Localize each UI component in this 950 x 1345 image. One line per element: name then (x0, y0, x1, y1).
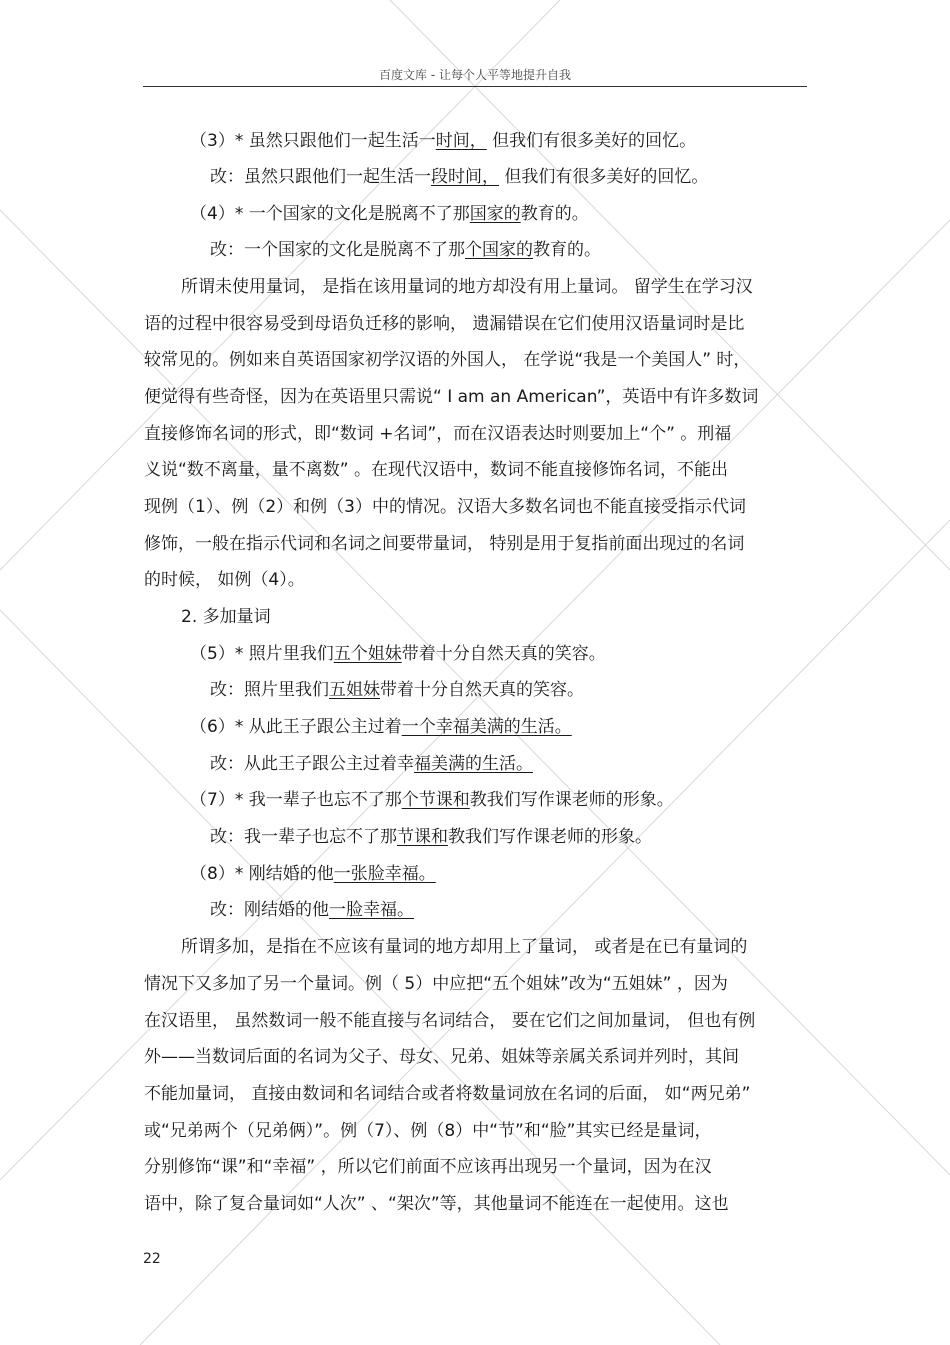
paragraph-line: 现例（1）、例（2）和例（3）中的情况。汉语大多数名词也不能直接受指示代词 (144, 497, 746, 517)
paragraph-line: 所谓多加，是指在不应该有量词的地方却用上了量词， 或者是在已有量词的 (181, 937, 748, 957)
correction-line: 改：刚结婚的他一脸幸福。 (210, 900, 414, 920)
example-line: （7）* 我一辈子也忘不了那个节课和教我们写作课老师的形象。 (190, 790, 674, 810)
correction-line: 改：照片里我们五姐妹带着十分自然天真的笑容。 (210, 680, 584, 700)
paragraph-line: 语的过程中很容易受到母语负迁移的影响， 遗漏错误在它们使用汉语量词时是比 (144, 314, 745, 334)
paragraph-line: 情况下又多加了另一个量词。例（ 5）中应把“五个姐妹”改为“五姐妹” ，因为 (144, 974, 728, 994)
example-line: （5）* 照片里我们五个姐妹带着十分自然天真的笑容。 (190, 644, 606, 664)
paragraph-line: 不能加量词， 直接由数词和名词结合或者将数量词放在名词的后面， 如“两兄弟” (144, 1084, 751, 1104)
example-line: （3）* 虽然只跟他们一起生活一时间， 但我们有很多美好的回忆。 (190, 131, 697, 151)
correction-line: 改：我一辈子也忘不了那节课和教我们写作课老师的形象。 (210, 827, 652, 847)
paragraph-line: 较常见的。例如来自英语国家初学汉语的外国人， 在学说“我是一个美国人” 时， (144, 350, 751, 370)
paragraph-line: 直接修饰名词的形式，即“数词 +名词”，而在汉语表达时则要加上“个” 。刑福 (144, 424, 732, 444)
example-line: （4）* 一个国家的文化是脱离不了那国家的教育的。 (190, 204, 589, 224)
correction-line: 改：一个国家的文化是脱离不了那个国家的教育的。 (210, 240, 601, 260)
paragraph-line: 义说“数不离量，量不离数” 。在现代汉语中，数词不能直接修饰名词，不能出 (144, 460, 729, 480)
paragraph-line: 所谓未使用量词， 是指在该用量词的地方却没有用上量词。 留学生在学习汉 (181, 277, 753, 297)
example-line: （8）* 刚结婚的他一张脸幸福。 (190, 864, 436, 884)
paragraph-line: 或“兄弟两个（兄弟俩）”。例（7）、例（8）中“节”和“脸”其实已经是量词， (144, 1121, 712, 1141)
page-header: 百度文库 - 让每个人平等地提升自我 (379, 68, 571, 82)
section-heading: 2. 多加量词 (181, 607, 271, 627)
paragraph-line: 的时候， 如例（4）。 (144, 570, 305, 590)
correction-line: 改：从此王子跟公主过着幸福美满的生活。 (210, 754, 533, 774)
header-rule (143, 86, 807, 87)
example-line: （6）* 从此王子跟公主过着一个幸福美满的生活。 (190, 717, 572, 737)
page-number: 22 (143, 1251, 161, 1267)
correction-line: 改：虽然只跟他们一起生活一段时间， 但我们有很多美好的回忆。 (210, 167, 709, 187)
paragraph-line: 在汉语里， 虽然数词一般不能直接与名词结合， 要在它们之间加量词， 但也有例 (144, 1011, 756, 1031)
paragraph-line: 语中，除了复合量词如“人次” 、“架次”等，其他量词不能连在一起使用。这也 (144, 1194, 729, 1214)
paragraph-line: 分别修饰“课”和“幸福” ，所以它们前面不应该再出现另一个量词，因为在汉 (144, 1157, 712, 1177)
paragraph-line: 修饰，一般在指示代词和名词之间要带量词， 特别是用于复指前面出现过的名词 (144, 534, 745, 554)
paragraph-line: 外——当数词后面的名词为父子、母女、兄弟、姐妹等亲属关系词并列时，其间 (144, 1047, 739, 1067)
paragraph-line: 便觉得有些奇怪，因为在英语里只需说“ I am an American”，英语中有许多数词 (144, 387, 759, 407)
